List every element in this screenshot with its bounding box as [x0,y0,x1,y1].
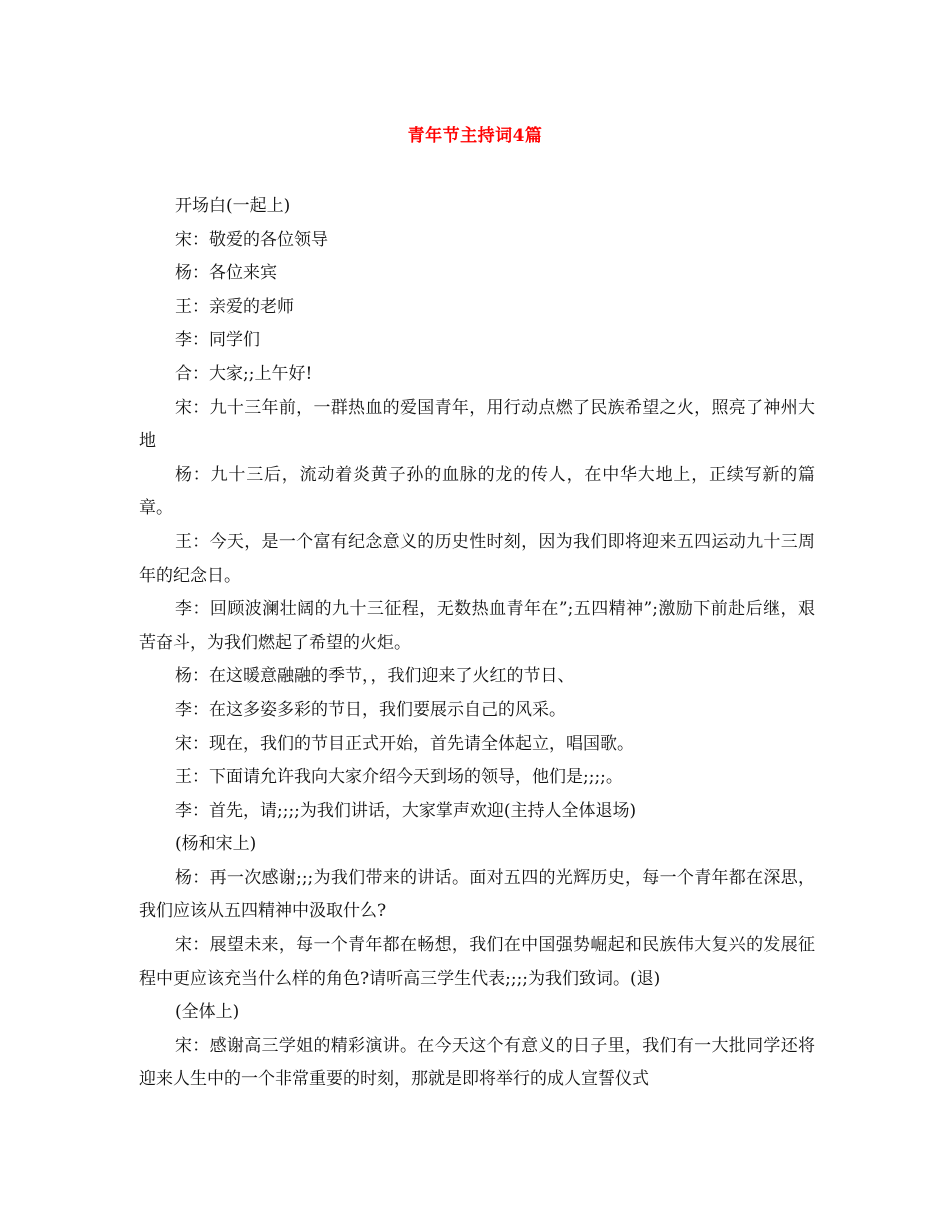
paragraph: 李：在这多姿多彩的节日，我们要展示自己的风采。 [175,699,566,720]
paragraph: 合：大家;;上午好! [175,363,313,384]
paragraph: 杨：在这暖意融融的季节，，我们迎来了火红的节日、 [175,666,575,687]
paragraph: 王：亲爱的老师 [175,296,294,317]
paragraph: 杨：各位来宾 [175,263,277,284]
paragraph: 宋：展望未来，每一个青年都在畅想，我们在中国强势崛起和民族伟大复兴的发展征程中更应该充当什么样的角色?请听高三学生代表;;;;为我们致词。(退) [139,935,815,989]
paragraph: (全体上) [175,1002,240,1023]
paragraph: 王：今天，是一个富有纪念意义的历史性时刻，因为我们即将迎来五四运动九十三周年的纪念日。 [139,531,815,586]
paragraph: 宋：敬爱的各位领导 [175,229,328,250]
paragraph: 李：同学们 [175,330,260,351]
document-title: 青年节主持词4篇 [407,126,543,146]
paragraph: 王：下面请允许我向大家介绍今天到场的领导，他们是;;;;。 [175,767,623,788]
paragraph: 李：首先，请;;;;为我们讲话，大家掌声欢迎(主持人全体退场) [175,800,637,821]
paragraph: 宋：感谢高三学姐的精彩演讲。在今天这个有意义的日子里，我们有一大批同学还将迎来人生中的一个非常重要的时刻，那就是即将举行的成人宣誓仪式 [139,1035,815,1090]
paragraph: (杨和宋上) [175,834,257,855]
paragraph: 杨：九十三后，流动着炎黄子孙的血脉的龙的传人，在中华大地上，正续写新的篇章。 [139,464,815,519]
document-body [139,190,815,1097]
paragraph: 宋：九十三年前，一群热血的爱国青年，用行动点燃了民族希望之火，照亮了神州大地 [139,397,815,452]
paragraph: 宋：现在，我们的节目正式开始，首先请全体起立，唱国歌。 [175,733,634,754]
paragraph: 杨：再一次感谢;;;为我们带来的讲话。面对五四的光辉历史，每一个青年都在深思，我们应该从五四精神中汲取什么? [139,867,815,922]
paragraph: 开场白(一起上) [175,196,291,216]
paragraph: 李：回顾波澜壮阔的九十三征程，无数热血青年在”;五四精神”;激励下前赴后继，艰苦奋斗，为我们燃起了希望的火炬。 [139,599,815,653]
